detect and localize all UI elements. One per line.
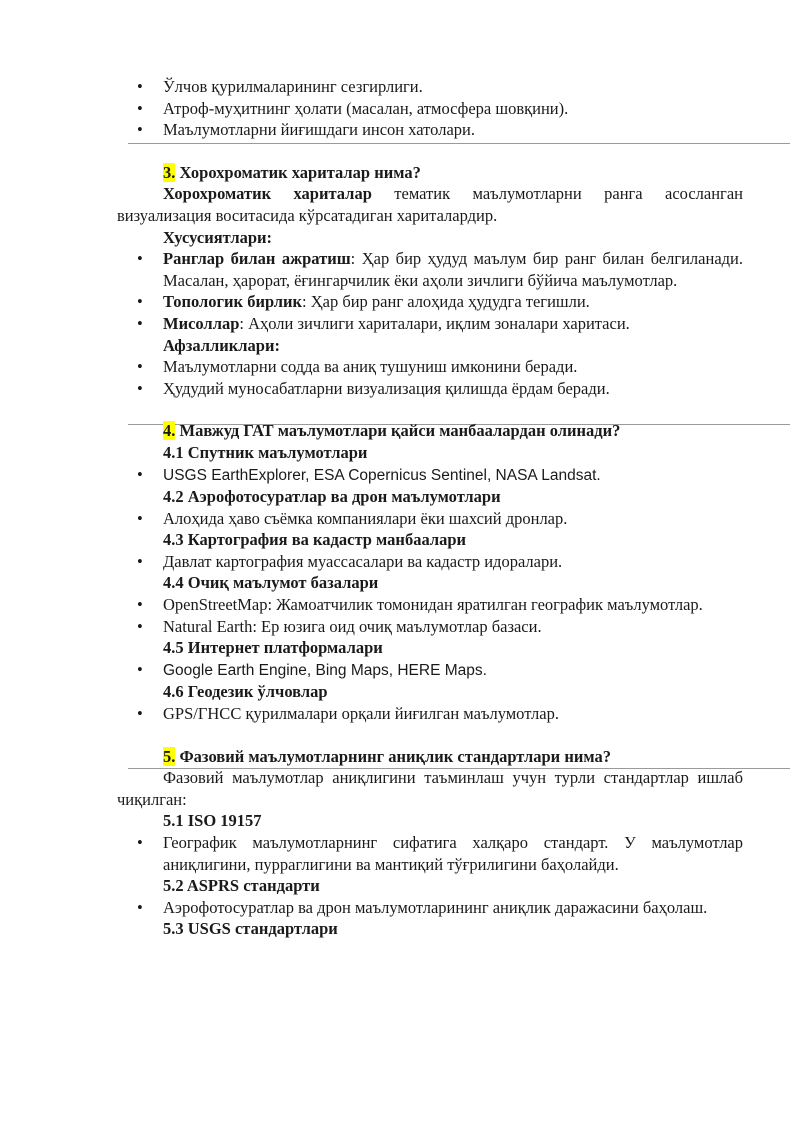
subsection-heading: 5.3 USGS стандартлари — [163, 919, 338, 939]
list-item: • Natural Earth: Ер юзига оид очиқ маълумотлар базаси. — [137, 616, 542, 636]
bullet-icon: • — [137, 357, 143, 377]
list-item: • OpenStreetMap: Жамоатчилик томонидан яратилган географик маълумотлар. — [137, 595, 703, 615]
bullet-icon: • — [137, 595, 143, 615]
list-item: • Маълумотларни йиғишдаги инсон хатолари. — [137, 120, 475, 140]
list-item: • Топологик бирлик: Ҳар бир ранг алоҳида ҳудудга тегишли. — [137, 292, 590, 312]
subsection-heading: 4.2 Аэрофотосуратлар ва дрон маълумотлари — [163, 487, 501, 507]
list-item: • Ранглар билан ажратиш: Ҳар бир ҳудуд маълум бир ранг билан белгиланади. Масалан, ҳарорат, ёғингарчилик ёки аҳоли зичлиги бўйича маълумотлар. — [137, 249, 743, 290]
section-number-highlight: 4. — [163, 421, 176, 441]
standard-list — [117, 897, 743, 919]
section-number-highlight: 3. — [163, 162, 176, 182]
subsection-heading: 4.3 Картография ва кадастр манбаалари — [163, 530, 467, 550]
list-item: • Ҳудудий муносабатларни визуализация қилишда ёрдам беради. — [137, 378, 610, 398]
subsection-heading: 4.4 Очиқ маълумот базалари — [163, 573, 379, 593]
bullet-icon: • — [137, 313, 143, 333]
source-list — [117, 464, 743, 487]
section-4-heading: 4. Мавжуд ГАТ маълумотлари қайси манбаалардан олинади? — [163, 421, 621, 441]
bullet-icon: • — [137, 833, 143, 852]
advantages-list — [117, 356, 743, 399]
list-item: • Ўлчов қурилмаларининг сезгирлиги. — [137, 77, 423, 96]
bullet-icon: • — [137, 704, 143, 724]
bullet-icon: • — [137, 659, 143, 679]
section-5-heading: 5. Фазовий маълумотларнинг аниқлик стандартлари нима? — [163, 746, 611, 766]
measurement-errors-list — [117, 76, 743, 141]
bullet-icon: • — [137, 551, 143, 571]
source-list — [117, 703, 743, 725]
bullet-icon: • — [137, 378, 143, 398]
list-item: • Атроф-муҳитнинг ҳолати (масалан, атмосфера шовқини). — [137, 98, 569, 118]
bullet-icon: • — [137, 464, 143, 484]
subsection-heading: 4.5 Интернет платформалари — [163, 638, 383, 658]
bullet-icon: • — [137, 120, 143, 140]
subsection-heading: 5.1 ISO 19157 — [163, 811, 262, 831]
source-list — [117, 594, 743, 637]
bullet-icon: • — [137, 249, 143, 269]
section-5-intro: Фазовий маълумотлар аниқлигини таъминлаш учун турли стандартлар ишлаб чиқилган: — [117, 768, 743, 809]
section-number-highlight: 5. — [163, 746, 176, 766]
bullet-icon: • — [137, 77, 143, 96]
list-item: • Давлат картография муассасалари ва кадастр идоралари. — [137, 551, 563, 571]
source-list — [117, 508, 743, 530]
subsection-heading: 5.2 ASPRS стандарти — [163, 876, 320, 896]
list-item: • Алоҳида ҳаво съёмка компаниялари ёки шахсий дронлар. — [137, 508, 568, 528]
list-item: • Маълумотларни содда ва аниқ тушуниш имконини беради. — [137, 357, 578, 377]
list-item: • Google Earth Engine, Bing Maps, HERE Maps. — [137, 659, 487, 679]
list-item: • Аэрофотосуратлар ва дрон маълумотларининг аниқлик даражасини баҳолаш. — [137, 897, 708, 917]
bullet-icon: • — [137, 897, 143, 917]
features-list — [117, 248, 743, 334]
list-item: • Географик маълумотларнинг сифатига халқаро стандарт. У маълумотлар аниқлигини, пурраглигини ва мантиқий тўғрилигини баҳолайди. — [137, 833, 743, 874]
bullet-icon: • — [137, 508, 143, 528]
features-heading: Хусусиятлари: — [163, 227, 273, 247]
source-list — [117, 659, 743, 682]
advantages-heading: Афзалликлари: — [163, 335, 280, 355]
list-item: • USGS EarthExplorer, ESA Copernicus Sentinel, NASA Landsat. — [137, 464, 601, 484]
standard-list — [117, 832, 743, 875]
list-item: • GPS/ГНСС қурилмалари орқали йиғилган маълумотлар. — [137, 704, 559, 724]
bullet-icon: • — [137, 616, 143, 636]
bullet-icon: • — [137, 98, 143, 118]
subsection-heading: 4.6 Геодезик ўлчовлар — [163, 682, 328, 702]
section-3-definition: Хорохроматик хариталар тематик маълумотларни ранга асосланган визуализация воситасида кўрсатадиган хариталардир. — [117, 184, 743, 225]
source-list — [117, 551, 743, 573]
subsection-heading: 4.1 Спутник маълумотлари — [163, 442, 368, 462]
section-3-heading: 3. Хорохроматик хариталар нима? — [163, 162, 421, 182]
bullet-icon: • — [137, 292, 143, 312]
list-item: • Мисоллар: Аҳоли зичлиги хариталари, иқлим зоналари харитаси. — [137, 313, 630, 333]
document-body — [117, 76, 743, 940]
